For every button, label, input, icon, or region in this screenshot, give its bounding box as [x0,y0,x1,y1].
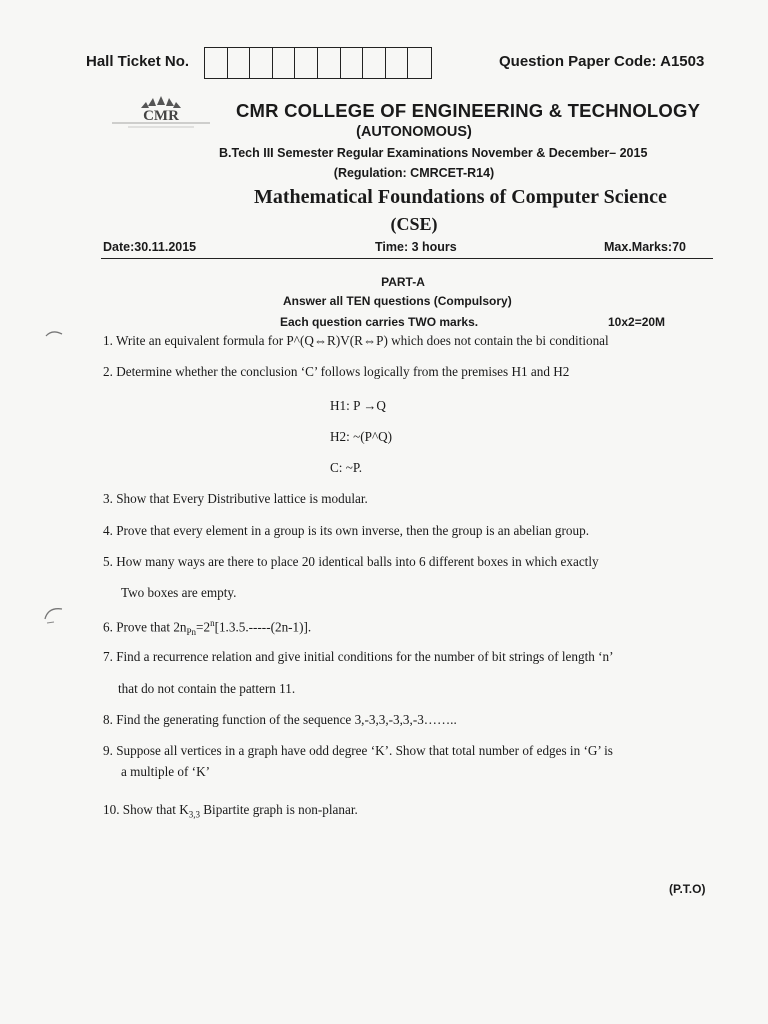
question-9-continuation: a multiple of ‘K’ [121,764,210,779]
question-6-pre: 6. Prove that 2n [103,619,187,635]
question-6-sub: Pn [186,627,197,638]
part-title: PART-A [381,275,425,289]
question-5-continuation: Two boxes are empty. [121,585,237,600]
marks-total: 10x2=20M [608,315,666,329]
hall-ticket-box [295,48,318,78]
hall-ticket-box [408,48,431,78]
hall-ticket-box [386,48,409,78]
question-10-sub: 3,3 [188,809,200,820]
header-divider [101,258,713,259]
college-name: CMR COLLEGE OF ENGINEERING & TECHNOLOGY [236,100,701,121]
question-9: 9. Suppose all vertices in a graph have odd degree ‘K’. Show that total number of edges in ‘G’ is [103,743,613,758]
hall-ticket-box [228,48,251,78]
question-5: 5. How many ways are there to place 20 identical balls into 6 different boxes in which exactly [103,554,599,569]
subject-title: Mathematical Foundations of Computer Science [254,186,667,208]
punch-hole-mark-top [44,328,66,350]
question-6-post: [1.3.5.-----(2n-1)]. [214,619,312,635]
hall-ticket-box [318,48,341,78]
exam-time: Time: 3 hours [375,240,457,254]
question-10-pre: 10. Show that K [103,802,189,817]
exam-title: B.Tech III Semester Regular Examinations November & December– 2015 [219,146,648,160]
question-7: 7. Find a recurrence relation and give initial conditions for the number of bit strings of length ‘n’ [103,649,614,664]
conclusion-c: C: ~P. [330,460,363,475]
question-10-post: Bipartite graph is non-planar. [199,802,358,817]
hall-ticket-box [273,48,296,78]
question-4: 4. Prove that every element in a group is its own inverse, then the group is an abelian group. [103,523,589,538]
question-6-mid: =2 [196,619,211,635]
regulation: (Regulation: CMRCET-R14) [333,166,495,180]
question-6-sup: n [210,618,215,628]
question-6 [103,618,311,637]
subject-branch: (CSE) [390,214,438,234]
max-marks: Max.Marks:70 [604,240,686,254]
question-3: 3. Show that Every Distributive lattice is modular. [103,491,368,506]
marks-note: Each question carries TWO marks. [280,315,479,329]
punch-hole-mark-bottom [42,603,68,627]
question-7-continuation: that do not contain the pattern 11. [118,681,296,696]
exam-date: Date:30.11.2015 [103,240,197,254]
college-status: (AUTONOMOUS) [356,124,472,140]
question-10 [103,802,358,820]
hall-ticket-boxes [204,47,432,79]
hall-ticket-box [341,48,364,78]
hall-ticket-box [363,48,386,78]
hall-ticket-box [250,48,273,78]
premise-h1: H1: P →Q [330,398,386,413]
hall-ticket-label: Hall Ticket No. [86,53,190,70]
question-8: 8. Find the generating function of the sequence 3,-3,3,-3,3,-3…….. [103,712,457,727]
please-turn-over: (P.T.O) [669,882,706,896]
part-instruction: Answer all TEN questions (Compulsory) [283,294,512,308]
question-1: 1. Write an equivalent formula for P^(Q⇔R)V(R⇔P) which does not contain the bi conditional [103,333,609,348]
premise-h2: H2: ~(P^Q) [330,429,393,444]
question-2: 2. Determine whether the conclusion ‘C’ follows logically from the premises H1 and H2 [103,364,570,379]
svg-text:CMR: CMR [143,108,179,124]
question-paper-code: Question Paper Code: A1503 [499,53,705,70]
hall-ticket-box [205,48,228,78]
